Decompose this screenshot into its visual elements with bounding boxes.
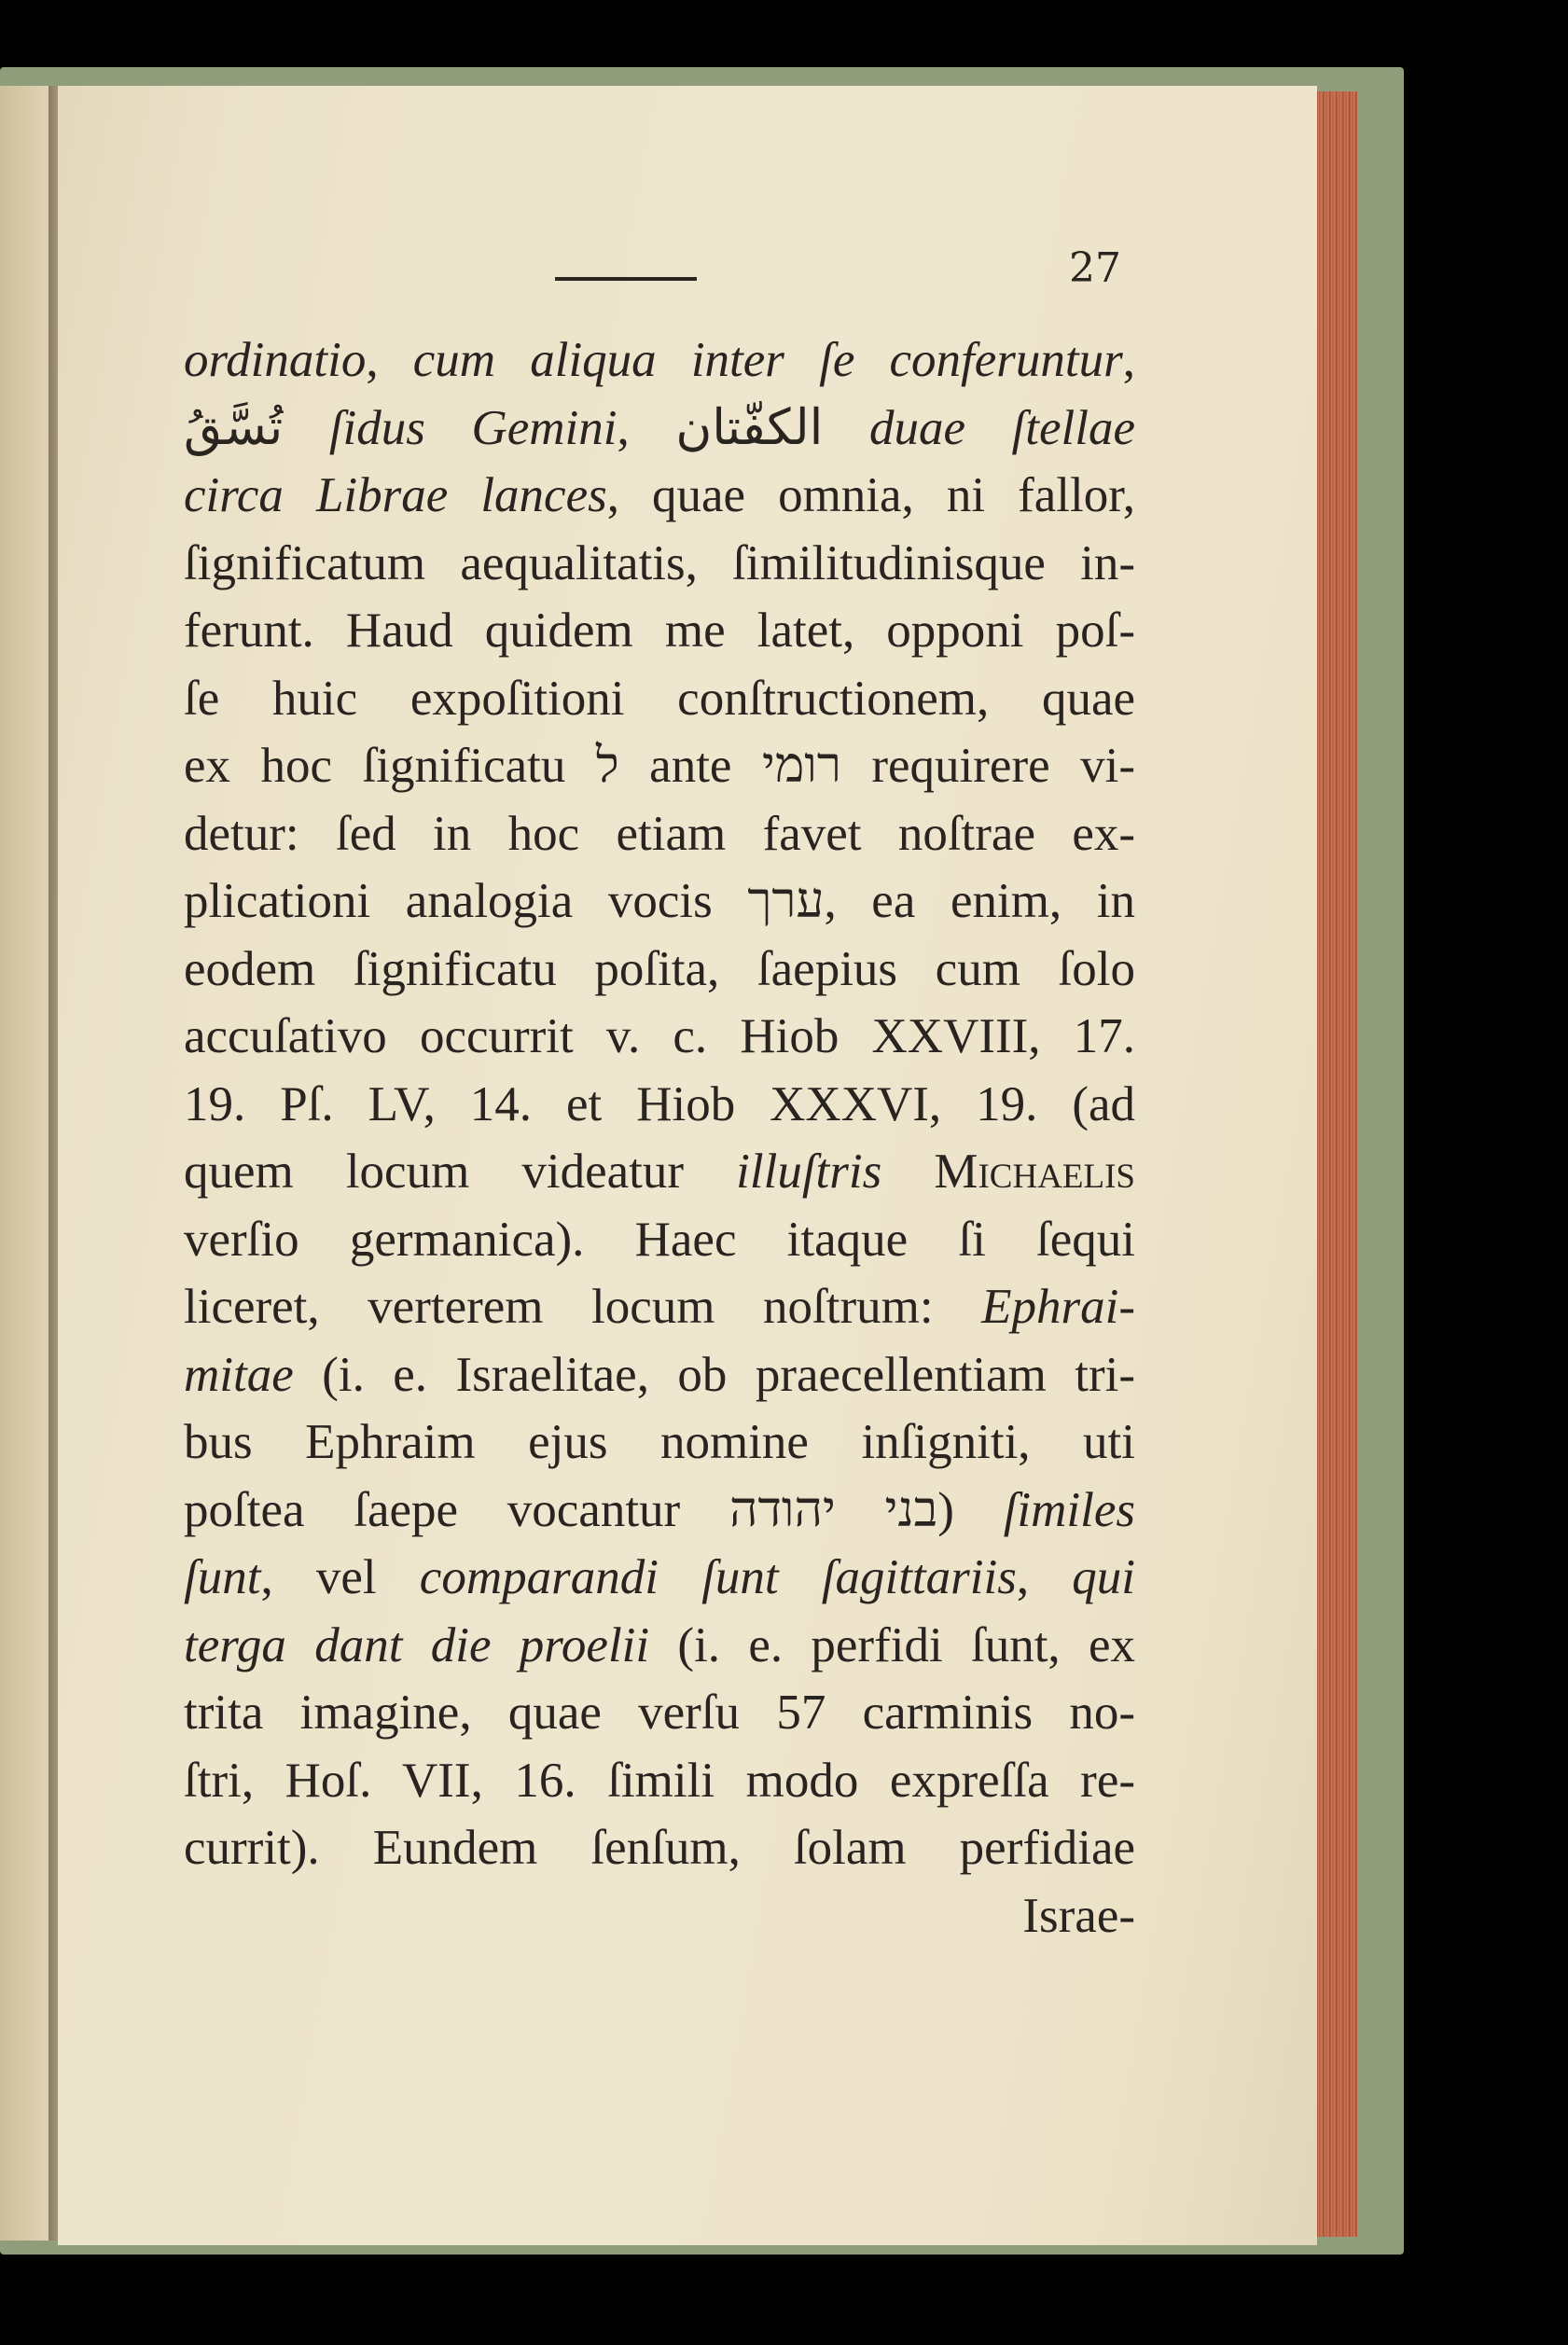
text-segment: verſio germanica). Haec itaque ſi ſequi: [184, 1212, 1135, 1267]
text-segment: 19. Pſ. LV, 14. et Hiob XXXVI, 19. (ad: [184, 1076, 1135, 1131]
page-text-block: [184, 326, 1135, 1950]
foreign-script-word: الكفّتان: [675, 400, 824, 455]
text-segment: , vel: [260, 1550, 420, 1604]
text-segment: cum aliqua inter ſe conferuntur: [412, 333, 1123, 387]
text-segment: (i. e. Israelitae, ob praecellentiam tri-: [293, 1347, 1135, 1402]
catchword: Israe-: [1022, 1888, 1135, 1943]
text-segment: duae ſtellae: [823, 400, 1135, 455]
text-line: [184, 1477, 1135, 1545]
text-segment: ſtri, Hoſ. VII, 16. ſimili modo expreſſa re-: [184, 1753, 1135, 1808]
text-segment: ): [937, 1482, 1004, 1537]
text-segment: circa Librae lances: [184, 468, 607, 522]
header-rule: [555, 277, 697, 281]
text-segment: ,: [1122, 333, 1135, 387]
text-segment: ,: [617, 400, 676, 455]
foreign-script-word: בני יהודה: [728, 1482, 938, 1537]
text-line: [184, 1206, 1135, 1274]
text-line: [184, 1003, 1135, 1071]
text-segment: bus Ephraim ejus nomine inſigniti, uti: [184, 1415, 1135, 1469]
text-segment: comparandi ſunt ſagittariis: [419, 1550, 1017, 1604]
page-stack-edges: [1311, 91, 1357, 2237]
text-segment: ſidus Gemini: [283, 400, 617, 455]
text-line: [184, 732, 1135, 800]
text-segment: ex hoc ſignificatu: [184, 739, 596, 793]
text-segment: ſignificatum aequalitatis, ſimilitudinisque in-: [184, 535, 1135, 590]
text-segment: (i. e. perfidi ſunt, ex: [649, 1617, 1135, 1672]
text-line: [184, 1273, 1135, 1341]
text-line: [184, 597, 1135, 665]
text-segment: ordinatio: [184, 333, 367, 387]
text-segment: currit). Eundem ſenſum, ſolam perfidiae: [184, 1821, 1135, 1875]
text-line: [184, 867, 1135, 936]
text-segment: qui: [1072, 1550, 1135, 1604]
text-line: [184, 1341, 1135, 1409]
text-segment: ,: [1016, 1550, 1073, 1604]
text-line: [184, 462, 1135, 530]
text-segment: , ea enim, in: [824, 874, 1135, 928]
text-line: [184, 1814, 1135, 1882]
text-segment: ferunt. Haud quidem me latet, opponi poſ-: [184, 604, 1135, 658]
text-segment: plicationi analogia vocis: [184, 874, 748, 928]
text-segment: detur: ſed in hoc etiam favet noſtrae ex-: [184, 806, 1135, 861]
foreign-script-word: ל: [595, 739, 619, 793]
text-line: [184, 1544, 1135, 1612]
text-segment: [881, 1145, 934, 1199]
text-segment: ſe huic expoſitioni conſtructionem, quae: [184, 671, 1135, 726]
text-line: [184, 1747, 1135, 1815]
text-segment: ſunt: [184, 1550, 261, 1604]
text-segment: mitae: [184, 1347, 294, 1402]
previous-page-edge: [0, 86, 56, 2241]
text-segment: Ephrai-: [981, 1280, 1135, 1334]
text-line: [184, 1071, 1135, 1139]
text-line: [184, 1612, 1135, 1680]
text-line: [184, 1138, 1135, 1206]
text-line: [184, 1408, 1135, 1477]
text-line: [184, 1679, 1135, 1747]
text-segment: ante: [618, 739, 762, 793]
text-segment: trita imagine, quae verſu 57 carminis no-: [184, 1686, 1135, 1740]
text-segment: terga dant die proelii: [184, 1617, 650, 1672]
text-segment: requirere vi-: [840, 739, 1135, 793]
text-segment: Michaelis: [934, 1145, 1136, 1199]
text-segment: quem locum videatur: [184, 1145, 737, 1199]
text-line: [184, 800, 1135, 868]
text-line: [184, 936, 1135, 1004]
foreign-script-word: ערך: [747, 874, 825, 928]
text-line: [184, 665, 1135, 733]
text-segment: ſimiles: [1003, 1482, 1136, 1537]
text-segment: accuſativo occurrit v. c. Hiob XXVIII, 17.: [184, 1009, 1135, 1063]
foreign-script-word: تُسَّقُ: [184, 400, 284, 455]
page-number: 27: [1069, 244, 1121, 292]
text-segment: ,: [366, 333, 413, 387]
text-segment: liceret, verterem locum noſtrum:: [184, 1280, 982, 1334]
text-line: [184, 395, 1135, 463]
text-line: [184, 326, 1135, 395]
text-line: [184, 530, 1135, 598]
text-segment: illuſtris: [736, 1145, 882, 1199]
text-segment: eodem ſignificatu poſita, ſaepius cum ſolo: [184, 941, 1135, 996]
text-segment: poſtea ſaepe vocantur: [184, 1482, 729, 1537]
foreign-script-word: רומי: [761, 739, 841, 793]
text-segment: , quae omnia, ni fallor,: [606, 468, 1135, 522]
